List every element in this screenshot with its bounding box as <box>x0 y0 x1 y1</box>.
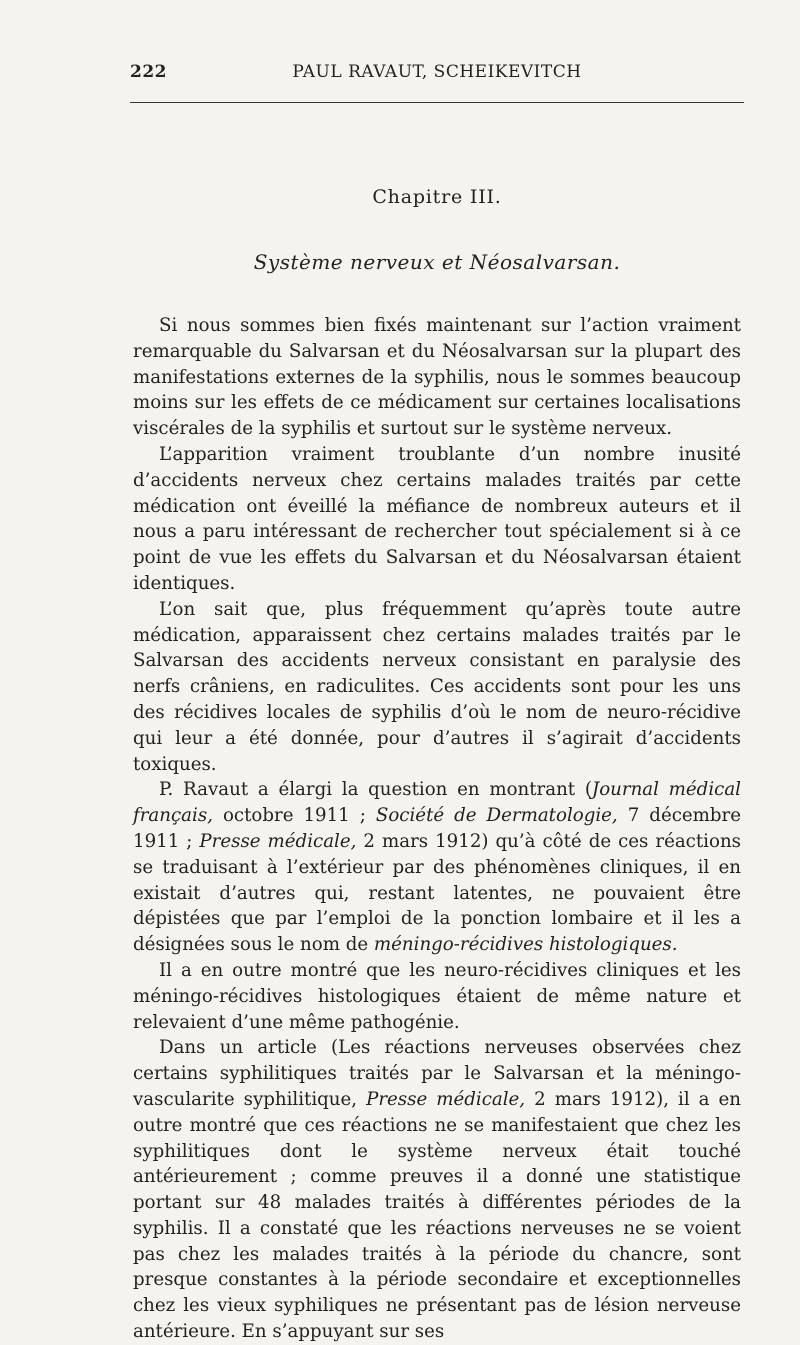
section-title: Système nerveux et Néosalvarsan. <box>253 250 621 274</box>
society-citation: Société de Dermatologie, <box>375 805 618 827</box>
term-emphasis: méningo-récidives histologiques. <box>373 934 678 956</box>
text-run: P. Ravaut a élargi la question en montrant ( <box>159 779 592 801</box>
header-rule <box>130 102 744 103</box>
journal-citation: Journal médical français, <box>133 779 741 827</box>
text-run: 7 décembre 1911 ; <box>133 805 741 852</box>
running-head: PAUL RAVAUT, SCHEIKEVITCH <box>292 62 582 82</box>
text-run: Dans un article (Les réactions nerveuses observées chez certains syphilitiques traités par le Salvarsan et la méningo-vascularite syphilitique, <box>133 1037 741 1110</box>
paragraph-2: L’apparition vraiment troublante d’un nombre inusité d’accidents nerveux chez certains malades traités par cette médication ont éveillé la méfiance de nombreux auteurs et il nous a paru intéressant de rechercher tout spécialement si à ce point de vue les effets du Salvarsan et du Néosalvarsan étaient identiques. <box>133 443 741 594</box>
text-run: 2 mars 1912), il a en outre montré que ces réactions ne se manifestaient que chez les syphilitiques dont le système nerveux était touché antérieurement ; comme preuves il a donné une statistique portant sur 48 malades traités à différentes périodes de la syphilis. Il a constaté que les réactions nerveuses ne se voient pas chez les malades traités à la période du chancre, sont presque constantes à la période secondaire et exceptionnelles chez les vieux syphiliques ne présentant pas de lésion nerveuse antérieure. En s’appuyant sur ses <box>133 1088 741 1343</box>
chapter-heading: Chapitre III. <box>372 186 502 208</box>
journal-citation: Presse médicale, <box>199 830 357 852</box>
text-run: octobre 1911 ; <box>212 805 376 827</box>
paragraph-3: L’on sait que, plus fréquemment qu’après toute autre médication, apparaissent chez certains malades traités par le Salvarsan des accidents nerveux consistant en paralysie des nerfs crâniens, en radiculites. Ces accidents sont pour les uns des récidives locales de syphilis d’où le nom de neuro-récidive qui leur a été donnée, pour d’autres il s’agirait d’accidents toxiques. <box>133 598 741 775</box>
paragraph-1: Si nous sommes bien fixés maintenant sur l’action vraiment remarquable du Salvarsan et du Néosalvarsan sur la plupart des manifestations externes de la syphilis, nous le sommes beaucoup moins sur les effets de ce médicament sur certaines localisations viscérales de la syphilis et surtout sur le système nerveux. <box>133 315 741 440</box>
paragraph-6 <box>133 1035 741 1345</box>
paragraph-4 <box>133 777 741 958</box>
page-number: 222 <box>130 62 167 82</box>
paragraph-5: Il a en outre montré que les neuro-récidives cliniques et les méningo-récidives histologiques étaient de même nature et relevaient d’une même pathogénie. <box>133 959 741 1033</box>
page-header <box>130 62 744 90</box>
body-text <box>133 313 741 1345</box>
text-run: 2 mars 1912) qu’à côté de ces réactions se traduisant à l’extérieur par des phénomènes cliniques, il en existait d’autres qui, restant latentes, ne pouvaient être dépistées que par l’emploi de la ponction lombaire et il les a désignées sous le nom de <box>133 830 741 956</box>
journal-citation: Presse médicale, <box>366 1088 526 1110</box>
